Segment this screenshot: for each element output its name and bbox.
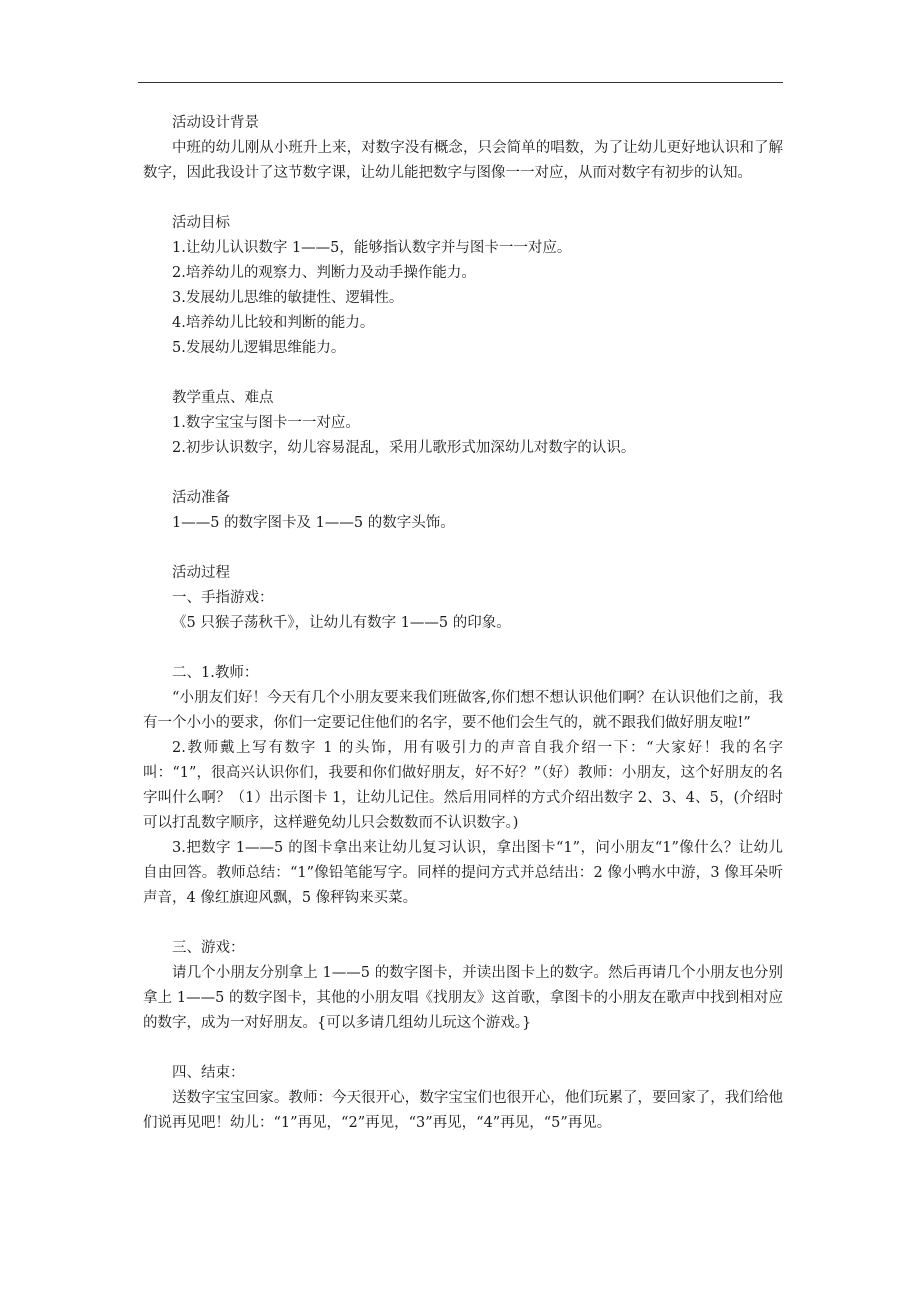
section-paragraph: 中班的幼儿刚从小班升上来，对数字没有概念，只会简单的唱数，为了让幼儿更好地认识和了解数字，因此我设计了这节数字课，让幼儿能把数字与图像一一对应，从而对数字有初步的认知。 xyxy=(143,140,783,181)
section-heading: 活动过程 xyxy=(172,565,230,581)
section-ending xyxy=(143,1061,783,1136)
section-paragraph: 请几个小朋友分别拿上 1——5 的数字图卡，并读出图卡上的数字。然后再请几个小朋友也分别拿上 1——5 的数字图卡，其他的小朋友唱《找朋友》这首歌，拿图卡的小朋友在歌声中找到相对应的数字，成为一对好朋友。{可以多请几组幼儿玩这个游戏。} xyxy=(143,965,783,1031)
section-heading: 三、游戏： xyxy=(172,940,245,956)
section-preparation xyxy=(143,486,783,536)
list-item: 3.发展幼儿思维的敏捷性、逻辑性。 xyxy=(172,290,404,306)
document-body xyxy=(143,111,783,1136)
list-item: 《5 只猴子荡秋千》，让幼儿有数字 1——5 的印象。 xyxy=(172,615,511,631)
list-item: 1.让幼儿认识数字 1——5，能够指认数字并与图卡一一对应。 xyxy=(172,240,572,256)
list-item: 2.初步认识数字，幼儿容易混乱，采用儿歌形式加深幼儿对数字的认识。 xyxy=(172,440,636,456)
section-paragraph: 3.把数字 1——5 的图卡拿出来让幼儿复习认识，拿出图卡“1”，问小朋友“1”像什么？让幼儿自由回答。教师总结：“1”像铅笔能写字。同样的提问方式并总结出：2 像小鸭水中游，3 像耳朵听声音，4 像红旗迎风飘，5 像秤钩来买菜。 xyxy=(143,840,783,906)
section-game xyxy=(143,936,783,1036)
section-heading: 活动准备 xyxy=(172,490,230,506)
list-item: 5.发展幼儿逻辑思维能力。 xyxy=(172,340,346,356)
section-heading: 教学重点、难点 xyxy=(172,390,274,406)
section-heading: 四、结束： xyxy=(172,1065,245,1081)
list-item: 一、手指游戏： xyxy=(172,590,274,606)
section-heading: 活动设计背景 xyxy=(172,115,259,131)
section-heading: 活动目标 xyxy=(172,215,230,231)
list-item: 4.培养幼儿比较和判断的能力。 xyxy=(172,315,375,331)
section-paragraph: 2.教师戴上写有数字 1 的头饰，用有吸引力的声音自我介绍一下：“大家好！我的名字叫：“1”，很高兴认识你们，我要和你们做好朋友，好不好？”（好）教师：小朋友，这个好朋友的名字叫什么啊？（1）出示图卡 1，让幼儿记住。然后用同样的方式介绍出数字 2、3、4、5，(介绍时可以打乱数字顺序，这样避免幼儿只会数数而不认识数字。) xyxy=(143,740,783,831)
list-item: 1.数字宝宝与图卡一一对应。 xyxy=(172,415,360,431)
section-background xyxy=(143,111,783,186)
header-rule xyxy=(138,82,783,83)
section-process xyxy=(143,561,783,636)
section-step-two xyxy=(143,661,783,911)
section-paragraph: 送数字宝宝回家。教师：今天很开心，数字宝宝们也很开心，他们玩累了，要回家了，我们给他们说再见吧！幼儿：“1”再见，“2”再见，“3”再见，“4”再见，“5”再见。 xyxy=(143,1090,783,1131)
list-item: 1——5 的数字图卡及 1——5 的数字头饰。 xyxy=(172,515,455,531)
list-item: 2.培养幼儿的观察力、判断力及动手操作能力。 xyxy=(172,265,476,281)
section-key-points xyxy=(143,386,783,461)
section-paragraph: “小朋友们好！今天有几个小朋友要来我们班做客,你们想不想认识他们啊？在认识他们之前，我有一个小小的要求，你们一定要记住他们的名字，要不他们会生气的，就不跟我们做好朋友啦!” xyxy=(143,690,783,731)
section-goals xyxy=(143,211,783,361)
section-heading: 二、1.教师： xyxy=(172,665,259,681)
